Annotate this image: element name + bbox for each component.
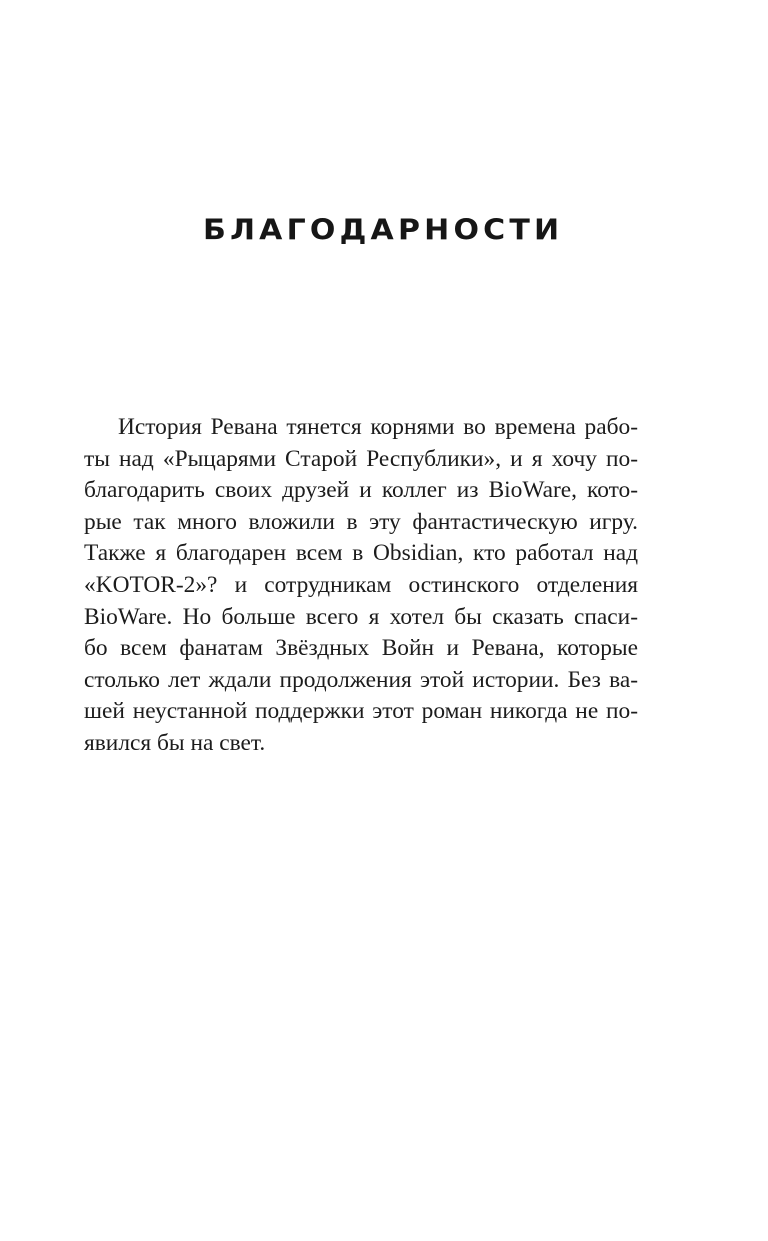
paragraph-line: История Ревана тянется корнями во времена рабо-: [118, 414, 638, 440]
page-title: БЛАГОДАРНОСТИ: [203, 213, 564, 248]
paragraph-line: благодарить своих друзей и коллег из BioWare, кото-: [84, 477, 638, 504]
paragraph-line: рые так много вложили в эту фантастическую игру.: [84, 508, 638, 535]
paragraph-line: ты над «Рыцарями Старой Республики», и я хочу по-: [84, 445, 638, 472]
paragraph-line: шей неустанной поддержки этот роман никогда не по-: [84, 698, 638, 725]
paragraph-line: Также я благодарен всем в Obsidian, кто работал над: [84, 540, 638, 567]
paragraph-line: столько лет ждали продолжения этой истории. Без ва-: [84, 666, 638, 693]
paragraph-line: явился бы на свет.: [84, 729, 266, 756]
paragraph-line: BioWare. Но больше всего я хотел бы сказать спаси-: [84, 603, 638, 630]
paragraph-line: «KOTOR-2»? и сотрудникам остинского отделения: [84, 571, 638, 598]
paragraph-line: бо всем фанатам Звёздных Войн и Ревана, которые: [84, 635, 638, 662]
acknowledgements-paragraph: [84, 412, 638, 760]
